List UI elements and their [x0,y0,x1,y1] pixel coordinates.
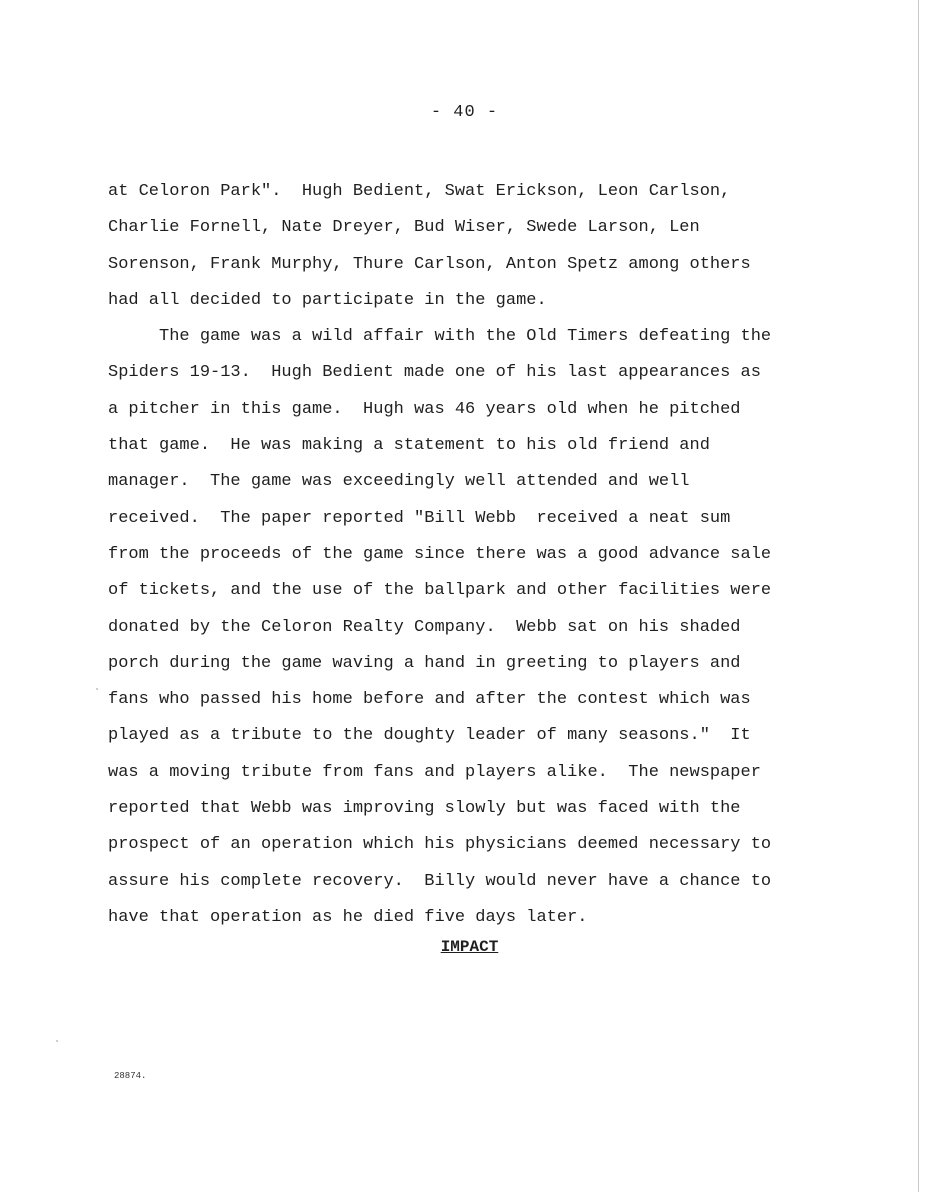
text-line: prospect of an operation which his physicians deemed necessary to [108,835,772,855]
text-line: that game. He was making a statement to his old friend and [108,436,710,456]
page-number: - 40 - [430,103,499,122]
text-line: donated by the Celoron Realty Company. Webb sat on his shaded [108,617,741,637]
text-line: Sorenson, Frank Murphy, Thure Carlson, Anton Spetz among others [108,254,751,274]
text-line: was a moving tribute from fans and players alike. The newspaper [108,762,761,782]
text-line: assure his complete recovery. Billy would never have a chance to [108,871,772,891]
text-line: porch during the game waving a hand in greeting to players and [108,653,741,673]
text-line: fans who passed his home before and after the contest which was [108,690,751,710]
scan-speck [56,1040,58,1042]
text-line: reported that Webb was improving slowly but was faced with the [108,799,741,819]
text-line: of tickets, and the use of the ballpark and other facilities were [108,581,772,601]
text-line: a pitcher in this game. Hugh was 46 years old when he pitched [108,399,741,419]
text-line: Charlie Fornell, Nate Dreyer, Bud Wiser, Swede Larson, Len [108,218,700,238]
text-line: at Celoron Park". Hugh Bedient, Swat Erickson, Leon Carlson, [108,182,731,201]
text-line: The game was a wild affair with the Old Timers defeating the [108,327,772,347]
text-line: had all decided to participate in the game. [108,290,547,310]
body-text [108,174,848,936]
text-line: Spiders 19-13. Hugh Bedient made one of his last appearances as [108,363,761,383]
document-id: 28874. [114,1071,147,1081]
page-edge-line [918,0,919,1192]
text-line: played as a tribute to the doughty leader of many seasons." It [108,726,751,746]
text-line: from the proceeds of the game since there was a good advance sale [108,544,772,564]
text-line: received. The paper reported "Bill Webb received a neat sum [108,508,731,528]
section-heading: IMPACT [440,938,499,956]
scan-speck [96,688,98,690]
text-line: manager. The game was exceedingly well attended and well [108,472,690,492]
text-line: have that operation as he died five days later. [108,907,588,927]
